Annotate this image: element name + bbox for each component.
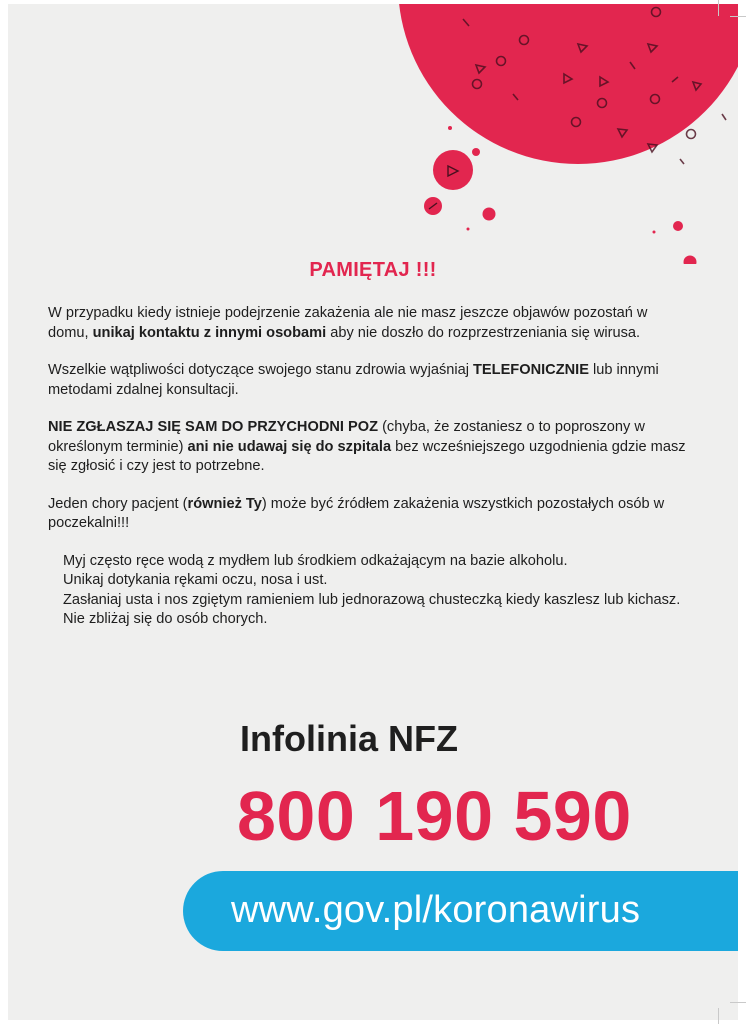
emphasis: unikaj kontaktu z innymi osobami xyxy=(92,324,327,341)
text: (chyba, że zostaniesz o to poproszony w określonym terminie) xyxy=(48,419,645,455)
tip-item: Myj często ręce wodą z mydłem lub środkiem odkażającym na bazie alkoholu. xyxy=(63,552,568,569)
crop-mark xyxy=(730,16,746,17)
body-text xyxy=(48,304,688,630)
text: bez wcześniejszego uzgodnienia gdzie masz się zgłosić i czy jest to potrzebne. xyxy=(48,438,686,474)
tip-item: Zasłaniaj usta i nos zgiętym ramieniem lub jednorazową chusteczką kiedy kaszlesz lub kichasz. xyxy=(63,591,681,608)
paragraph-telephone xyxy=(48,361,688,400)
text: W przypadku kiedy istnieje podejrzenie zakażenia ale nie masz jeszcze objawów pozostań w domu, xyxy=(48,305,648,341)
virus-illustration xyxy=(8,4,738,264)
text: lub innymi metodami zdalnej konsultacji. xyxy=(48,362,659,398)
paragraph-clinic xyxy=(48,418,688,477)
emphasis: NIE ZGŁASZAJ SIĘ SAM DO PRZYCHODNI POZ xyxy=(48,419,379,435)
crop-mark xyxy=(730,1002,746,1003)
paragraph-isolation xyxy=(48,304,688,343)
website-banner xyxy=(183,871,738,951)
poster xyxy=(8,4,738,1020)
text: Jeden chory pacjent ( xyxy=(48,495,188,512)
page-title: PAMIĘTAJ !!! xyxy=(309,259,437,281)
emphasis: TELEFONICZNIE xyxy=(473,362,589,378)
paragraph-waiting-room xyxy=(48,495,688,534)
tips-list xyxy=(48,552,688,630)
tip-item: Unikaj dotykania rękami oczu, nosa i ust. xyxy=(63,572,328,588)
emphasis: również Ty xyxy=(187,495,262,512)
website-url: www.gov.pl/koronawirus xyxy=(231,889,641,931)
emphasis: ani nie udawaj się do szpitala xyxy=(187,438,392,455)
crop-mark xyxy=(718,0,719,16)
tip-item: Nie zbliżaj się do osób chorych. xyxy=(63,611,268,627)
hotline-number: 800 190 590 xyxy=(237,777,632,855)
crop-mark xyxy=(718,1008,719,1024)
hotline-label: Infolinia NFZ xyxy=(240,718,458,759)
text: ) może być źródłem zakażenia wszystkich pozostałych osób w poczekalni!!! xyxy=(48,495,665,531)
text: aby nie doszło do rozprzestrzeniania się wirusa. xyxy=(326,324,641,341)
text: Wszelkie wątpliwości dotyczące swojego stanu zdrowia wyjaśniaj xyxy=(48,362,474,378)
